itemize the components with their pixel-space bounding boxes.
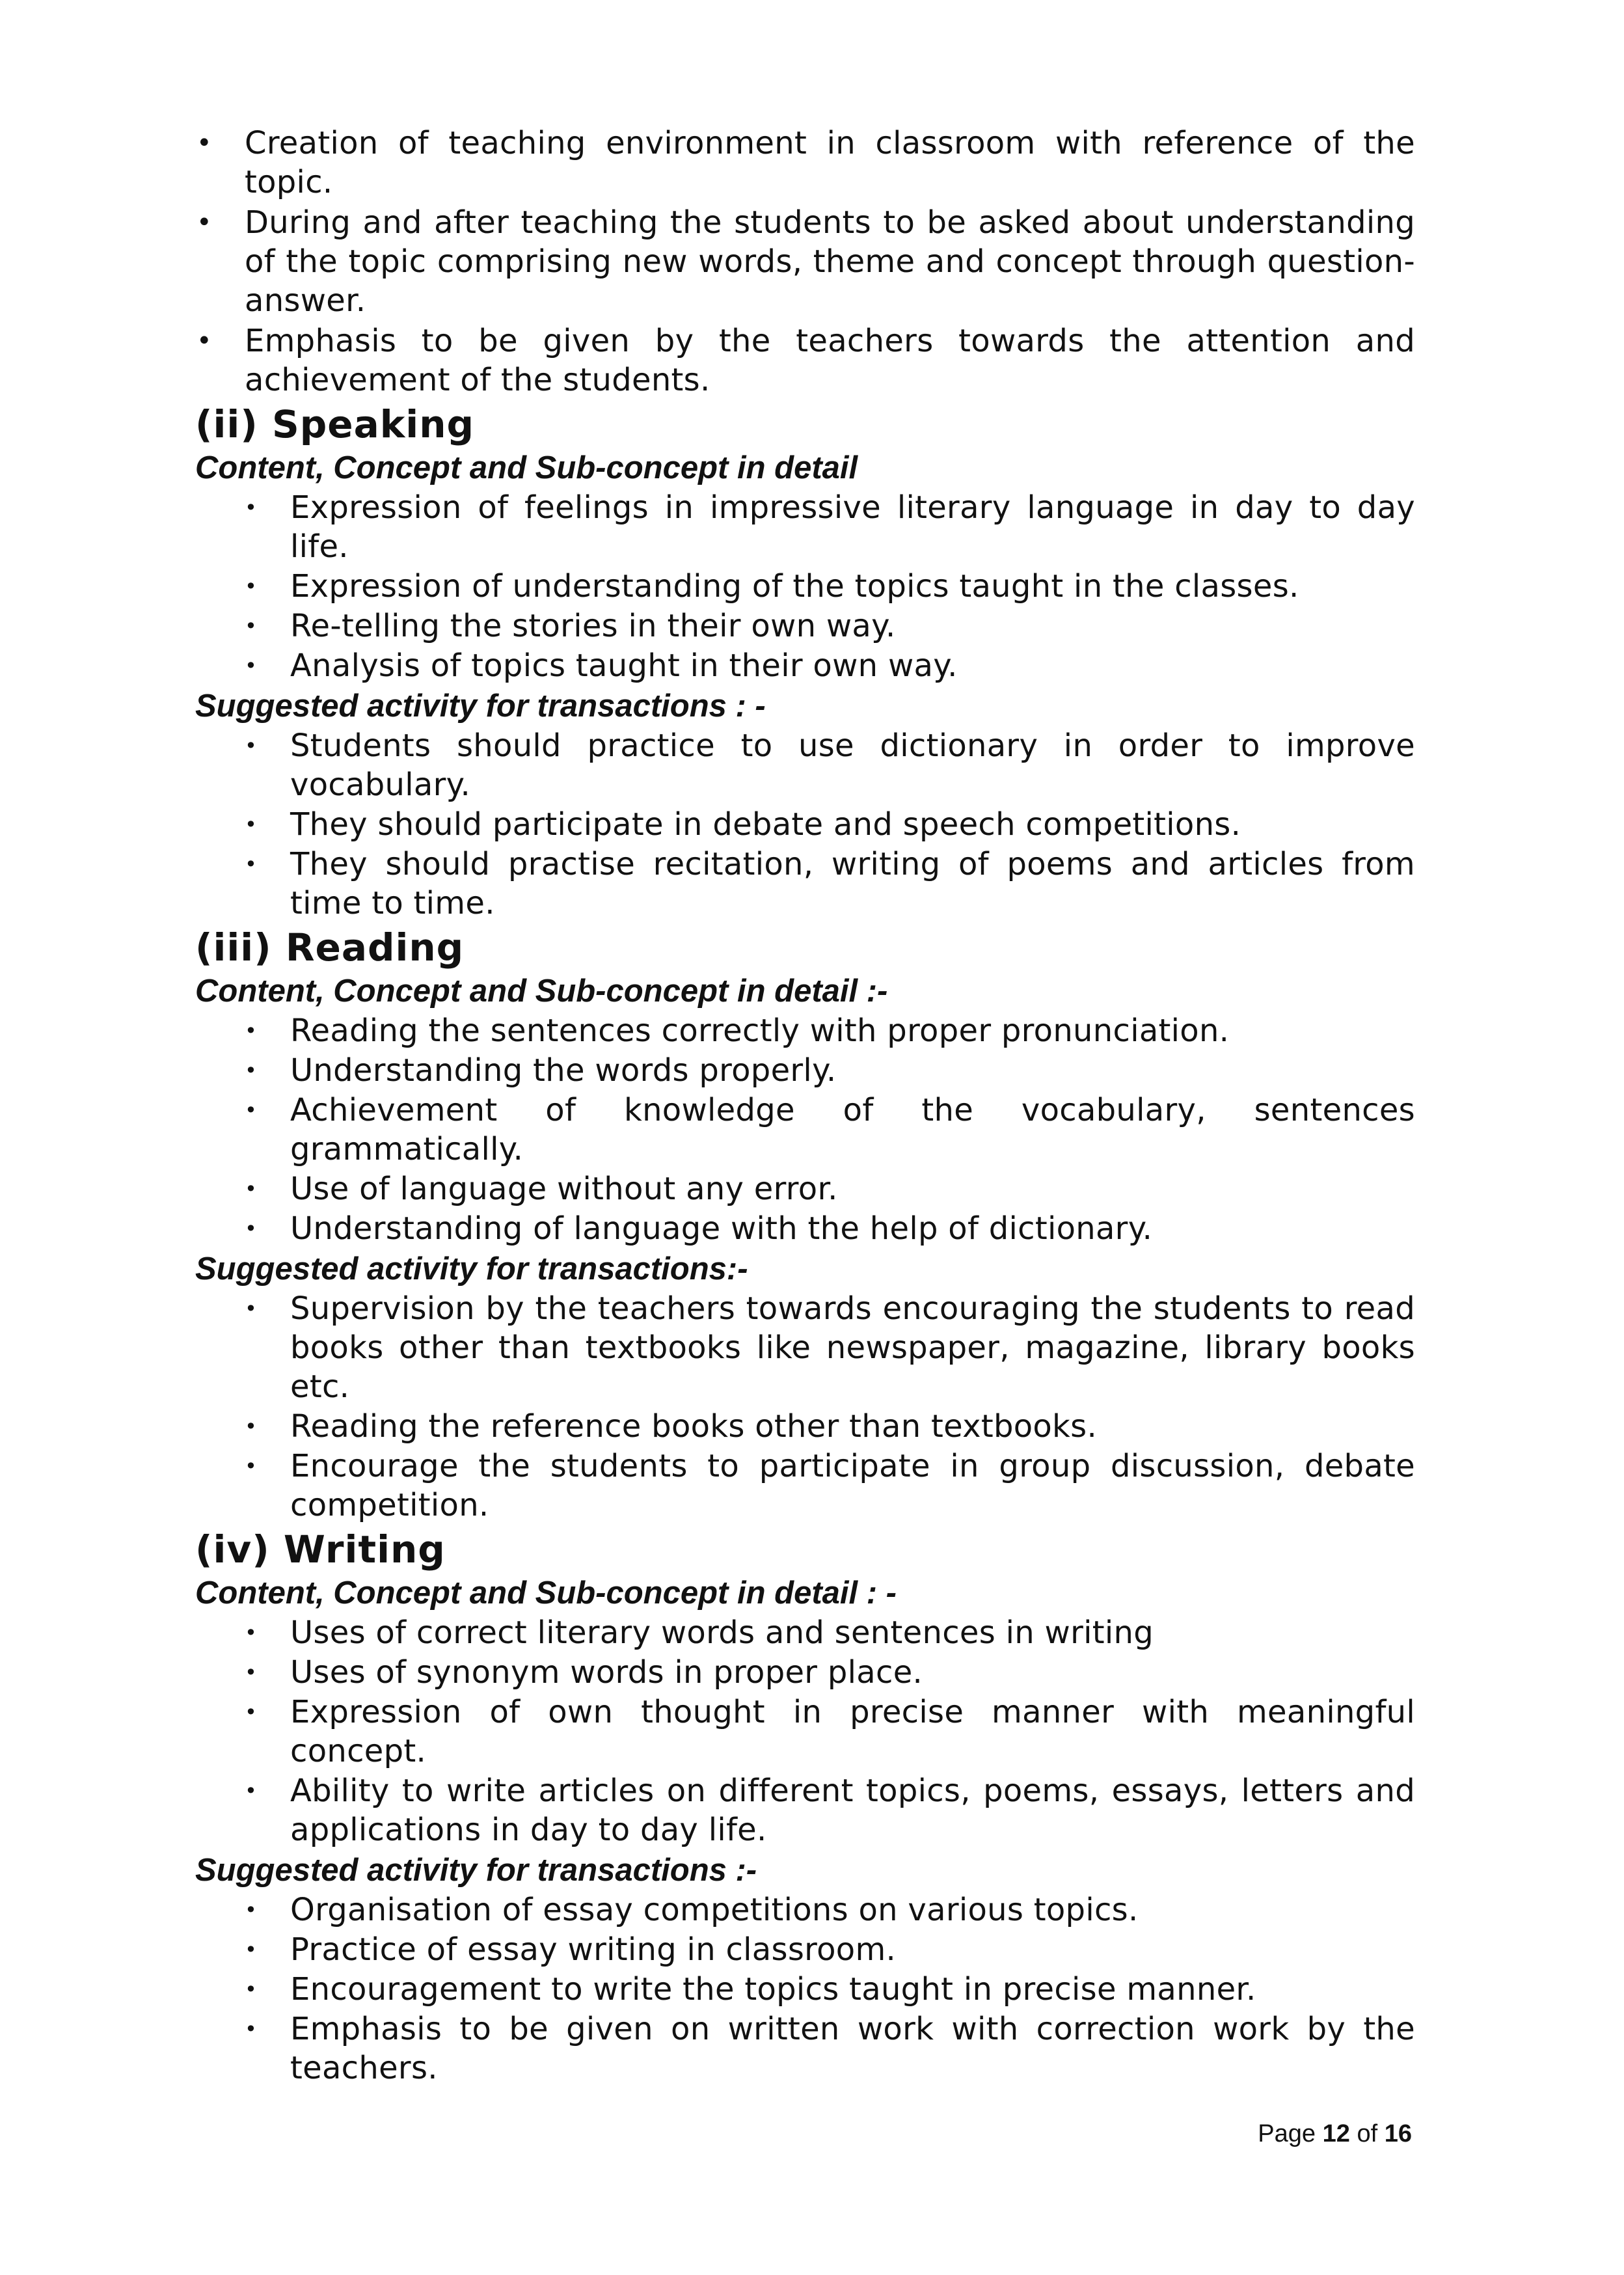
section-heading: (iv) Writing	[195, 1527, 446, 1572]
activity-label: Suggested activity for transactions:-	[195, 1251, 748, 1287]
list-item: • Understanding of language with the help of dictionary.	[245, 1210, 1153, 1247]
list-item: • Uses of correct literary words and sentences in writing	[245, 1614, 1154, 1651]
list-item: • Students should practice to use dictionary in order to improve vocabulary.	[245, 728, 1415, 803]
activity-list	[245, 1890, 1415, 2088]
list-item: • Analysis of topics taught in their own way.	[245, 647, 958, 684]
content-label: Content, Concept and Sub-concept in detail	[195, 450, 858, 485]
list-item: • Expression of understanding of the topics taught in the classes.	[245, 568, 1299, 605]
section-reading	[195, 924, 1415, 1525]
list-item: • Uses of synonym words in proper place.	[245, 1654, 923, 1691]
content-list	[245, 1011, 1415, 1248]
list-item: • Ability to write articles on different topics, poems, essays, letters and applications in day to day life.	[245, 1773, 1415, 1848]
intro-bullet-list	[196, 124, 1415, 400]
list-item: • Reading the sentences correctly with proper pronunciation.	[245, 1013, 1230, 1049]
page-number: Page 12 of 16	[1258, 2120, 1412, 2147]
activity-list	[245, 726, 1415, 923]
list-item: • Expression of own thought in precise manner with meaningful concept.	[245, 1694, 1415, 1769]
activity-list	[245, 1289, 1415, 1525]
list-item: • Understanding the words properly.	[245, 1052, 837, 1089]
list-item: • Expression of feelings in impressive literary language in day to day life.	[245, 489, 1415, 565]
list-item: • Creation of teaching environment in classroom with reference of the topic.	[196, 125, 1415, 200]
list-item: • Re-telling the stories in their own way.	[245, 608, 896, 644]
list-item: • During and after teaching the students to be asked about understanding of the topic comprising new words, theme and concept through question-answer.	[196, 204, 1415, 319]
content-label: Content, Concept and Sub-concept in detail : -	[195, 1575, 897, 1611]
content-list	[245, 488, 1415, 685]
list-item: • Practice of essay writing in classroom.	[245, 1931, 897, 1968]
list-item: • Organisation of essay competitions on various topics.	[245, 1892, 1139, 1928]
content-list	[245, 1613, 1415, 1849]
section-heading: (ii) Speaking	[195, 402, 474, 446]
section-heading: (iii) Reading	[195, 925, 465, 970]
document-page	[195, 124, 1415, 2088]
list-item: • Use of language without any error.	[245, 1171, 838, 1207]
list-item: • Supervision by the teachers towards encouraging the students to read books other than textbooks like newspaper, magazine, library books etc.	[245, 1290, 1415, 1405]
list-item: • Emphasis to be given by the teachers towards the attention and achievement of the students.	[196, 323, 1415, 398]
section-speaking	[195, 401, 1415, 923]
activity-label: Suggested activity for transactions :-	[195, 1853, 757, 1888]
list-item: • Encourage the students to participate in group discussion, debate competition.	[245, 1448, 1415, 1523]
section-writing	[195, 1526, 1415, 2088]
list-item: • Reading the reference books other than textbooks.	[245, 1408, 1098, 1445]
list-item: • They should practise recitation, writing of poems and articles from time to time.	[245, 846, 1415, 921]
activity-label: Suggested activity for transactions : -	[195, 688, 766, 724]
list-item: • Emphasis to be given on written work with correction work by the teachers.	[245, 2011, 1415, 2086]
list-item: • Achievement of knowledge of the vocabulary, sentences grammatically.	[245, 1092, 1415, 1167]
list-item: • They should participate in debate and speech competitions.	[245, 806, 1241, 843]
list-item: • Encouragement to write the topics taught in precise manner.	[245, 1971, 1256, 2008]
content-label: Content, Concept and Sub-concept in detail :-	[195, 974, 888, 1009]
